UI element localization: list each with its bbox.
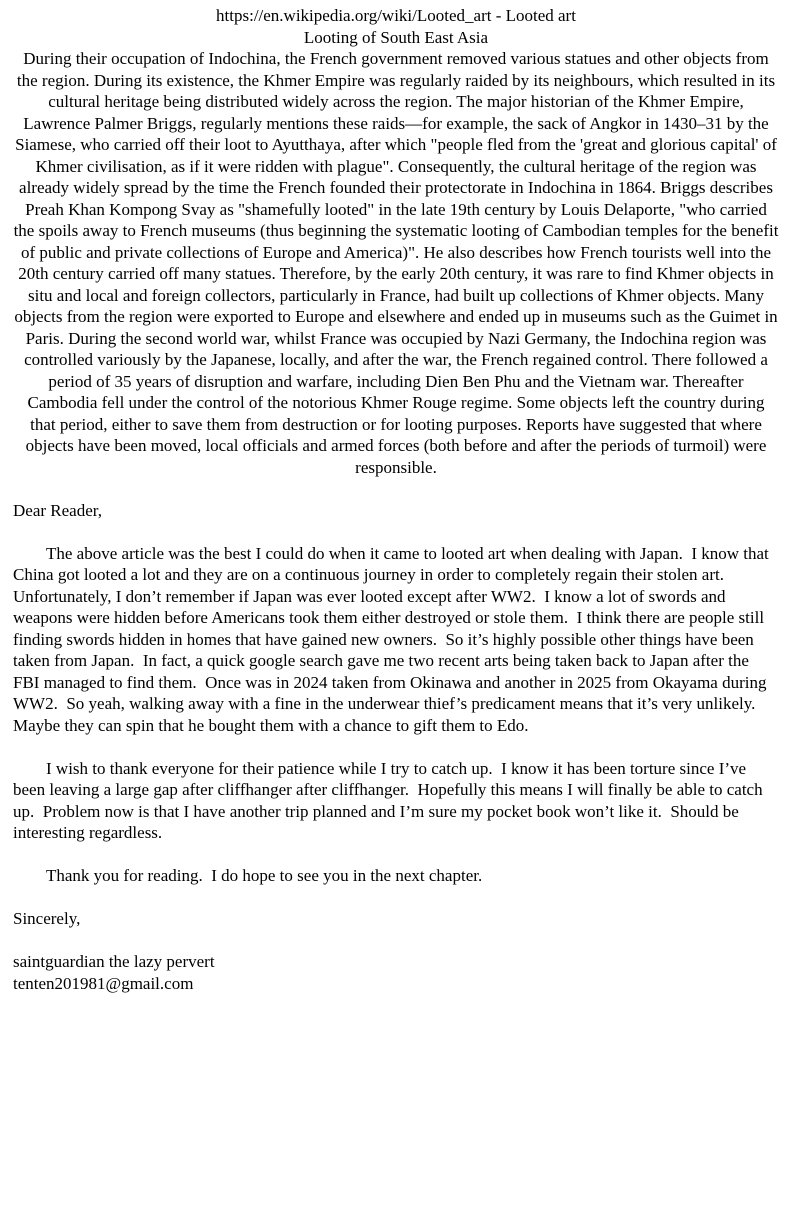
letter-salutation: Dear Reader, — [13, 500, 102, 520]
letter-paragraph-1: The above article was the best I could do when it came to looted art when dealing with Japan. I know that China got looted a lot and they are on a continuous journey in order to completely regain their stolen art. Unfortunately, I don’t remember if Japan was ever looted except after WW2. I know a lot of swords and weapons were hidden before Americans took them either destroyed or stole them. I think there are people still finding swords hidden in homes that have gained new owners. So it’s highly possible other things have been taken from Japan. In fact, a quick google search gave me two recent arts being taken back to Japan after the FBI managed to find them. Once was in 2024 taken from Okinawa and another in 2025 from Okayama during WW2. So yeah, walking away with a fine in the underwear thief’s predicament means that it’s very unlikely. Maybe they can spin that he bought them with a chance to gift them to Edo. — [13, 543, 773, 735]
signature-block — [13, 951, 779, 994]
article-title: Looting of South East Asia — [303, 27, 489, 47]
source-link-line: https://en.wikipedia.org/wiki/Looted_art - Looted art — [216, 6, 576, 25]
letter-closing: Sincerely, — [13, 909, 81, 928]
letter-paragraph-3: Thank you for reading. I do hope to see you in the next chapter. — [46, 866, 483, 885]
article-body: During their occupation of Indochina, the French government removed various statues and other objects from the region. During its existence, the Khmer Empire was regularly raided by its neighbours, which resulted in its cultural heritage being distributed widely across the region. The major historian of the Khmer Empire, Lawrence Palmer Briggs, regularly mentions these raids—for example, the sack of Angkor in 1430–31 by the Siamese, who carried off their loot to Ayutthaya, after which "people fled from the 'great and glorious capital' of Khmer civilisation, as if it were ridden with plague". Consequently, the cultural heritage of the region was already widely spread by the time the French founded their protectorate in Indochina in 1864. Briggs describes Preah Khan Kompong Svay as "shamefully looted" in the late 19th century by Louis Delaporte, "who carried the spoils away to French museums (thus beginning the systematic looting of Cambodian temples for the benefit of public and private collections of Europe and America)". He also describes how French tourists well into the 20th century carried off many statues. Therefore, by the early 20th century, it was rare to find Khmer objects in situ and local and foreign collectors, particularly in France, had built up collections of Khmer objects. Many objects from the region were exported to Europe and elsewhere and ended up in museums such as the Guimet in Paris. During the second world war, whilst France was occupied by Nazi Germany, the Indochina region was controlled variously by the Japanese, locally, and after the war, the French regained control. There followed a period of 35 years of disruption and warfare, including Dien Ben Phu and the Vietnam war. Thereafter Cambodia fell under the control of the notorious Khmer Rouge regime. Some objects left the country during that period, either to save them from destruction or for looting purposes. Reports have suggested that where objects have been moved, local officials and armed forces (both before and after the periods of turmoil) were responsible. — [13, 49, 783, 477]
signature-email: tenten201981@gmail.com — [13, 973, 194, 993]
signature-name: saintguardian the lazy pervert — [13, 952, 215, 971]
letter-paragraph-2: I wish to thank everyone for their patience while I try to catch up. I know it has been torture since I’ve been leaving a large gap after cliffhanger after cliffhanger. Hopefully this means I will finally be able to catch up. Problem now is that I have another trip planned and I’m sure my pocket book won’t like it. Should be interesting regardless. — [13, 758, 767, 842]
